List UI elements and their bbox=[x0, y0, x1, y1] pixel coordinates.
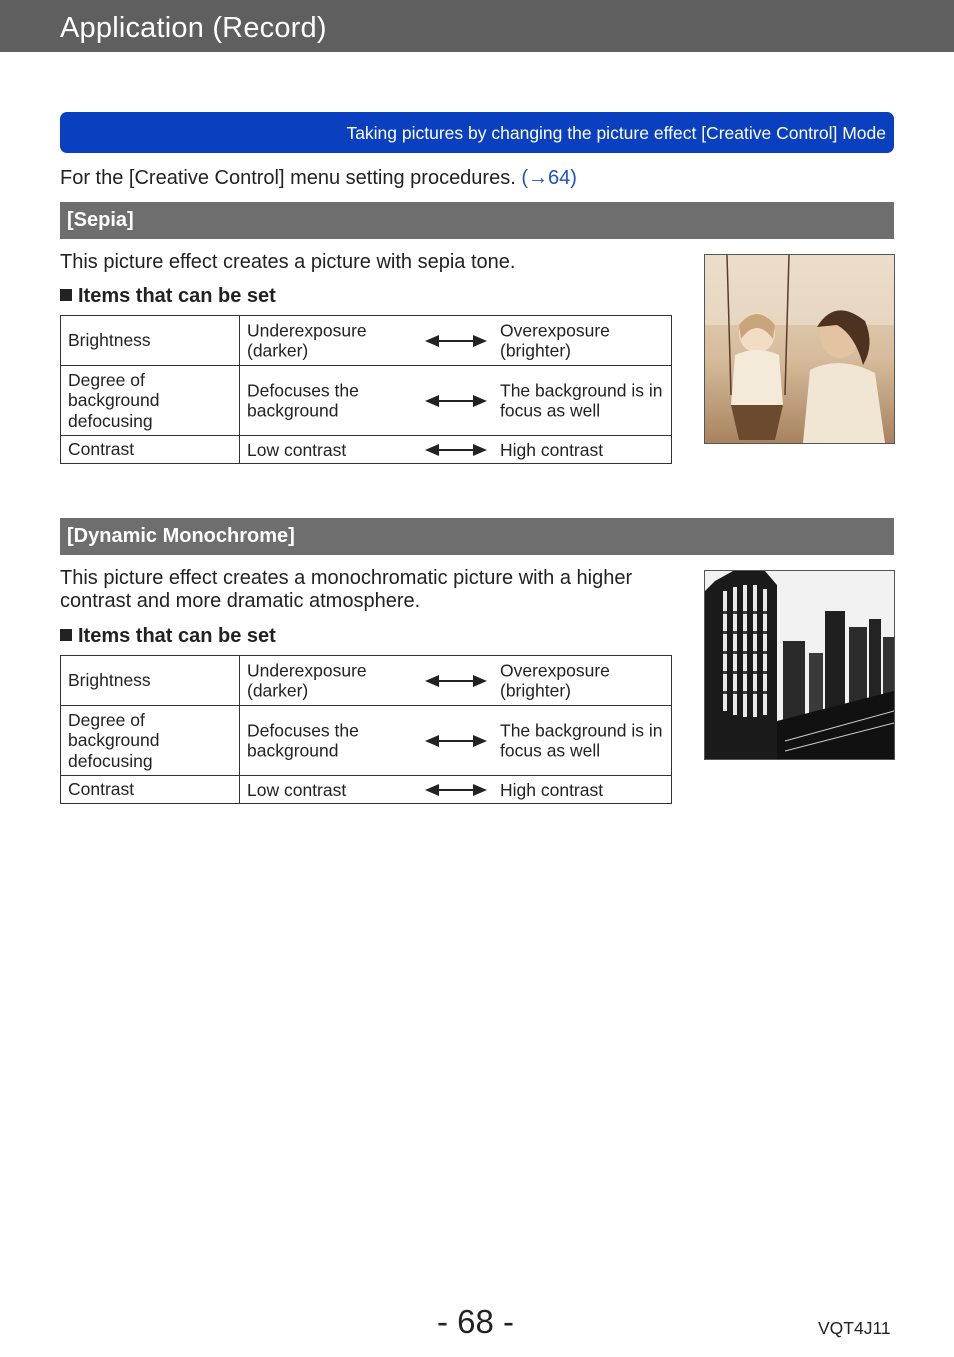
sepia-sample-photo bbox=[704, 254, 895, 444]
table-row bbox=[61, 656, 672, 706]
table-row bbox=[61, 366, 672, 436]
range-min-label: Underexposure (darker) bbox=[247, 320, 367, 361]
settings-table-sepia bbox=[60, 315, 672, 464]
setting-range bbox=[240, 656, 672, 706]
setting-range bbox=[240, 436, 672, 464]
double-arrow-icon bbox=[425, 784, 487, 796]
page-title: Application (Record) bbox=[60, 12, 327, 44]
section-description: This picture effect creates a picture with sepia tone. bbox=[60, 251, 516, 273]
range-max-label: Overexposure (brighter) bbox=[500, 320, 610, 361]
setting-range bbox=[240, 316, 672, 366]
section-description: This picture effect creates a monochromatic picture with a higher contrast and more dramatic atmosphere. bbox=[60, 567, 633, 612]
items-label-text: Items that can be set bbox=[78, 625, 276, 647]
square-bullet-icon bbox=[60, 289, 72, 301]
setting-name: Brightness bbox=[61, 656, 240, 706]
double-arrow-icon bbox=[425, 395, 487, 407]
range-max-label: Overexposure (brighter) bbox=[500, 660, 610, 701]
table-row bbox=[61, 776, 672, 804]
range-min-label: Low contrast bbox=[247, 439, 347, 460]
section-title: [Sepia] bbox=[67, 209, 134, 231]
document-code: VQT4J11 bbox=[818, 1318, 891, 1338]
range-min-label: Underexposure (darker) bbox=[247, 660, 367, 701]
chapter-banner-text: Taking pictures by changing the picture effect [Creative Control] Mode bbox=[346, 123, 886, 143]
setting-name: Contrast bbox=[61, 436, 240, 464]
header-bar bbox=[0, 0, 954, 52]
double-arrow-icon bbox=[425, 675, 487, 687]
items-label-text: Items that can be set bbox=[78, 285, 276, 307]
section-header-sepia bbox=[60, 202, 894, 239]
table-row bbox=[61, 436, 672, 464]
settings-table-dynamic-monochrome bbox=[60, 655, 672, 804]
page-reference-link[interactable]: (→64) bbox=[521, 167, 577, 189]
range-max-label: High contrast bbox=[500, 779, 604, 800]
section-title: [Dynamic Monochrome] bbox=[67, 525, 295, 547]
intro-text bbox=[60, 167, 577, 190]
range-min-label: Defocuses the background bbox=[247, 720, 359, 761]
intro-label: For the [Creative Control] menu setting procedures. bbox=[60, 167, 522, 189]
setting-name: Brightness bbox=[61, 316, 240, 366]
table-row bbox=[61, 706, 672, 776]
square-bullet-icon bbox=[60, 629, 72, 641]
setting-range bbox=[240, 706, 672, 776]
setting-name: Degree of background defocusing bbox=[61, 366, 240, 436]
setting-name: Contrast bbox=[61, 776, 240, 804]
double-arrow-icon bbox=[425, 444, 487, 456]
setting-name: Degree of background defocusing bbox=[61, 706, 240, 776]
range-min-label: Defocuses the background bbox=[247, 380, 359, 421]
double-arrow-icon bbox=[425, 335, 487, 347]
items-label bbox=[60, 625, 276, 648]
double-arrow-icon bbox=[425, 735, 487, 747]
table-row bbox=[61, 316, 672, 366]
section-header-dynamic-monochrome bbox=[60, 518, 894, 555]
setting-range bbox=[240, 776, 672, 804]
chapter-banner bbox=[60, 112, 894, 153]
range-max-label: The background is in focus as well bbox=[500, 380, 663, 421]
items-label bbox=[60, 285, 276, 308]
range-max-label: The background is in focus as well bbox=[500, 720, 663, 761]
range-max-label: High contrast bbox=[500, 439, 604, 460]
page-number: - 68 - bbox=[437, 1303, 515, 1340]
range-min-label: Low contrast bbox=[247, 779, 347, 800]
setting-range bbox=[240, 366, 672, 436]
monochrome-sample-photo bbox=[704, 570, 895, 760]
